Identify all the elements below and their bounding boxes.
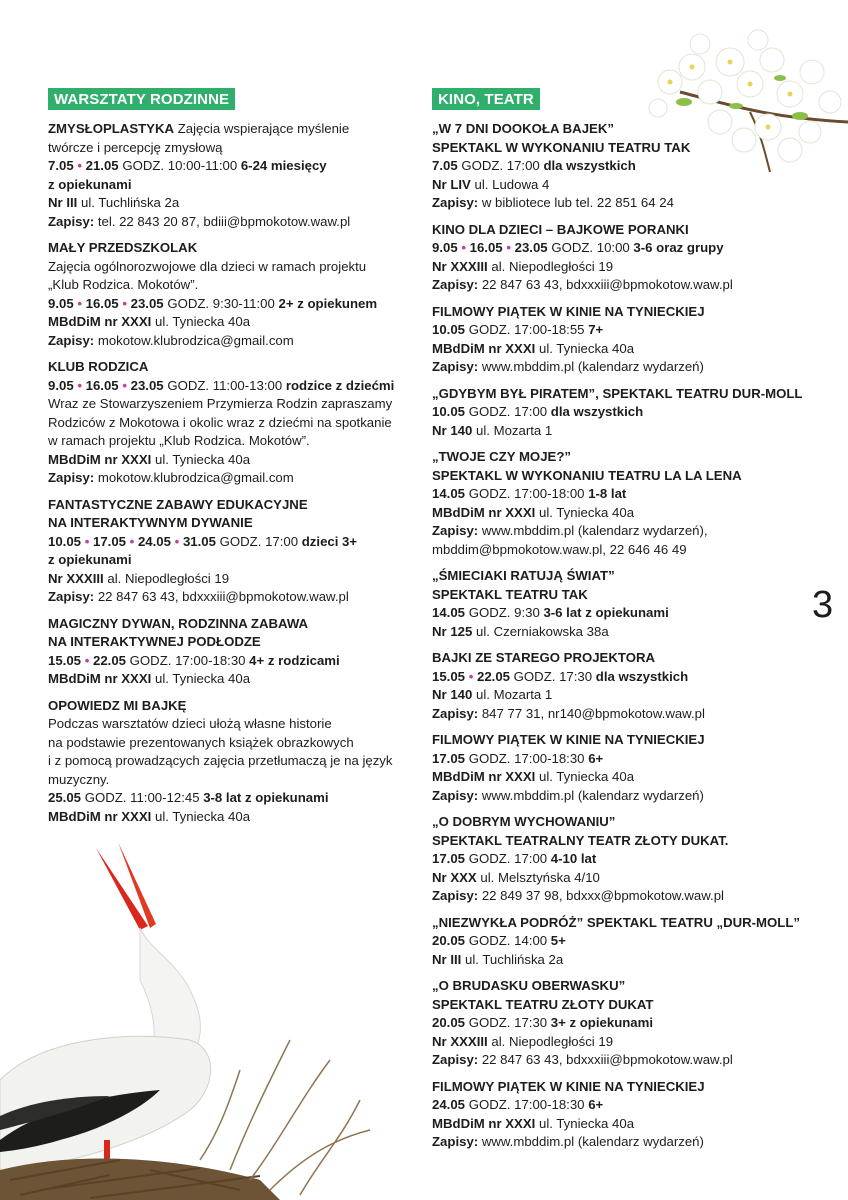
- zapisy-label: Zapisy:: [432, 1134, 479, 1149]
- event-age: z opiekunami: [48, 176, 132, 192]
- event-age: 7+: [588, 322, 604, 337]
- event-date: 24.05: [137, 533, 171, 549]
- event-filmowy-piatek-2: [432, 731, 812, 805]
- event-date: 17.05: [432, 851, 466, 866]
- event-time: GODZ. 11:00-12:45: [84, 790, 200, 805]
- event-place: Nr XXX: [432, 869, 477, 885]
- event-title: KLUB RODZICA: [48, 359, 149, 374]
- right-column: [432, 88, 812, 1160]
- event-magiczny-dywan: MAGICZNY DYWAN, RODZINNA ZABAWA NA INTERAKTYWNEJ PODŁODZE 15.05 • 22.05 GODZ. 17:00-18:30 4+ z rodzicami MBdDiM nr XXXI ul. Tyniecka 40a: [48, 615, 398, 689]
- event-date: 23.05: [514, 240, 548, 255]
- event-title: SPEKTAKL W WYKONANIU TEATRU LA LA LENA: [432, 467, 742, 483]
- event-title: MAŁY PRZEDSZKOLAK: [48, 240, 198, 255]
- event-title: BAJKI ZE STAREGO PROJEKTORA: [432, 650, 655, 665]
- event-address: ul. Tyniecka 40a: [154, 671, 251, 686]
- event-age: 4+ z rodzicami: [249, 652, 340, 668]
- event-date: 23.05: [130, 295, 164, 311]
- event-date: 20.05: [432, 933, 466, 948]
- event-date: 14.05: [432, 605, 466, 620]
- event-smieciaki: [432, 567, 812, 641]
- event-place: MBdDiM nr XXXI: [48, 451, 152, 467]
- event-address: ul. Ludowa 4: [474, 176, 550, 192]
- event-time: GODZ. 17:30: [513, 668, 593, 684]
- event-address: al. Niepodległości 19: [107, 570, 230, 586]
- event-time: GODZ. 11:00-13:00: [167, 377, 283, 393]
- event-fantastyczne-zabawy: FANTASTYCZNE ZABAWY EDUKACYJNE NA INTERAKTYWNYM DYWANIE 10.05 • 17.05 • 24.05 • 31.05 GODZ. 17:00 dzieci 3+ z opiekunami Nr XXXIII al. Niepodległości 19 Zapisy: 22 847 63 43, bdxxxiii@bpmokotow.waw.pl: [48, 496, 398, 607]
- zapisy-contact: 847 77 31, nr140@bpmokotow.waw.pl: [481, 705, 705, 721]
- zapisy-contact: www.mbddim.pl (kalendarz wydarzeń): [481, 787, 704, 803]
- event-date: 7.05: [432, 158, 458, 173]
- event-place: Nr 140: [432, 687, 473, 702]
- page-number: 3: [812, 584, 834, 626]
- event-title: FANTASTYCZNE ZABAWY EDUKACYJNE: [48, 496, 308, 512]
- event-title: „ŚMIECIAKI RATUJĄ ŚWIAT”: [432, 568, 615, 583]
- event-address: al. Niepodległości 19: [491, 258, 614, 274]
- event-time: GODZ. 17:00: [468, 404, 548, 419]
- event-date: 16.05: [85, 377, 119, 393]
- event-opowiedz-mi-bajke: [48, 697, 398, 827]
- event-desc: „Klub Rodzica. Mokotów”.: [48, 277, 199, 292]
- event-desc: Zajęcia wspierające myślenie: [177, 121, 350, 136]
- event-desc: na podstawie prezentowanych książek obrazkowych: [48, 734, 354, 750]
- event-title: FILMOWY PIĄTEK W KINIE NA TYNIECKIEJ: [432, 732, 705, 747]
- zapisy-label: Zapisy:: [48, 332, 95, 348]
- event-title: OPOWIEDZ MI BAJKĘ: [48, 697, 187, 713]
- zapisy-label: Zapisy:: [48, 589, 95, 604]
- event-title: „O DOBRYM WYCHOWANIU”: [432, 814, 616, 829]
- event-age: 3-6 oraz grupy: [633, 240, 724, 255]
- event-time: GODZ. 14:00: [468, 933, 548, 948]
- event-address: al. Niepodległości 19: [491, 1033, 614, 1049]
- event-time: GODZ. 17:00: [468, 851, 548, 866]
- event-place: MBdDiM nr XXXI: [432, 769, 536, 784]
- event-desc: twórcze i percepcję zmysłową: [48, 139, 223, 155]
- event-address: ul. Tyniecka 40a: [538, 1115, 635, 1131]
- event-time: GODZ. 10:00: [551, 240, 630, 255]
- event-age: 5+: [550, 933, 566, 948]
- event-w-7-dni: [432, 120, 812, 213]
- zapisy-contact: mbddim@bpmokotow.waw.pl, 22 646 46 49: [432, 541, 687, 557]
- event-time: GODZ. 9:30: [468, 605, 540, 620]
- event-niezwykla-podroz: [432, 914, 812, 970]
- event-desc: Podczas warsztatów dzieci ułożą własne historie: [48, 716, 332, 731]
- event-title: MAGICZNY DYWAN, RODZINNA ZABAWA: [48, 615, 309, 631]
- event-date: 9.05: [48, 295, 74, 311]
- zapisy-contact: tel. 22 843 20 87, bdiii@bpmokotow.waw.pl: [97, 213, 351, 229]
- event-title: „GDYBYM BYŁ PIRATEM”, SPEKTAKL TEATRU DUR-MOLL: [432, 385, 803, 401]
- event-title: „TWOJE CZY MOJE?”: [432, 449, 571, 464]
- event-desc: muzyczny.: [48, 771, 110, 787]
- event-place: Nr XXXIII: [48, 570, 104, 586]
- event-age: 6-24 miesięcy: [240, 158, 327, 173]
- event-title: SPEKTAKL W WYKONANIU TEATRU TAK: [432, 139, 691, 155]
- event-desc: Zajęcia ogólnorozwojowe dla dzieci w ramach projektu: [48, 258, 367, 274]
- event-date: 9.05: [48, 377, 74, 393]
- event-address: ul. Tyniecka 40a: [538, 340, 635, 356]
- event-title: SPEKTAKL TEATRALNY TEATR ZŁOTY DUKAT.: [432, 832, 729, 848]
- event-date: 22.05: [476, 668, 510, 684]
- event-date: 24.05: [432, 1097, 466, 1112]
- zapisy-contact: 22 847 63 43, bdxxxiii@bpmokotow.waw.pl: [481, 277, 733, 292]
- event-age: 3-6 lat z opiekunami: [543, 605, 669, 620]
- event-time: GODZ. 9:30-11:00: [167, 295, 275, 311]
- event-date: 10.05: [432, 322, 466, 337]
- event-age: 6+: [588, 1097, 604, 1112]
- event-age: dzieci 3+: [301, 533, 358, 549]
- event-date: 16.05: [469, 240, 503, 255]
- event-time: GODZ. 17:00-18:30: [468, 750, 585, 766]
- event-filmowy-piatek-1: [432, 303, 812, 377]
- section-header-warsztaty: WARSZTATY RODZINNE: [48, 88, 235, 110]
- event-date: 31.05: [182, 533, 216, 549]
- zapisy-label: Zapisy:: [432, 195, 479, 210]
- event-maly-przedszkolak: MAŁY PRZEDSZKOLAK Zajęcia ogólnorozwojowe dla dzieci w ramach projektu „Klub Rodzica. Mokotów”. 9.05 • 16.05 • 23.05 GODZ. 9:30-11:00 2+ z opiekunem MBdDiM nr XXXI ul. Tyniecka 40a Zapisy: mokotow.klubrodzica@gmail.com: [48, 239, 398, 350]
- event-address: ul. Tuchlińska 2a: [80, 195, 180, 210]
- left-column: [48, 88, 398, 834]
- event-title: NA INTERAKTYWNEJ PODŁODZE: [48, 634, 261, 649]
- event-address: ul. Tyniecka 40a: [154, 808, 251, 824]
- event-age: 2+ z opiekunem: [278, 295, 378, 311]
- event-place: MBdDiM nr XXXI: [48, 314, 152, 329]
- event-desc: Wraz ze Stowarzyszeniem Przymierza Rodzin zapraszamy: [48, 396, 393, 411]
- event-date: 22.05: [92, 652, 126, 668]
- event-place: Nr 140: [432, 422, 473, 438]
- event-title: SPEKTAKL TEATRU ZŁOTY DUKAT: [432, 996, 654, 1012]
- event-place: Nr LIV: [432, 176, 471, 192]
- event-title: FILMOWY PIĄTEK W KINIE NA TYNIECKIEJ: [432, 303, 705, 319]
- event-place: Nr XXXIII: [432, 1033, 488, 1049]
- event-title: NA INTERAKTYWNYM DYWANIE: [48, 515, 253, 530]
- event-desc: i z pomocą prowadzących zajęcia przetłumaczą je na język: [48, 753, 393, 768]
- event-place: MBdDiM nr XXXI: [432, 1115, 536, 1131]
- event-title: „O BRUDASKU OBERWASKU”: [432, 978, 626, 993]
- section-header-kino-teatr: KINO, TEATR: [432, 88, 540, 110]
- zapisy-label: Zapisy:: [432, 787, 479, 803]
- zapisy-contact: mokotow.klubrodzica@gmail.com: [97, 332, 294, 348]
- event-title: KINO DLA DZIECI – BAJKOWE PORANKI: [432, 221, 689, 237]
- event-place: MBdDiM nr XXXI: [432, 504, 536, 520]
- event-gdybym-byl-piratem: [432, 385, 812, 441]
- event-date: 16.05: [85, 295, 119, 311]
- event-age: 3+ z opiekunami: [550, 1015, 654, 1030]
- event-o-brudasku: [432, 977, 812, 1070]
- zapisy-contact: mokotow.klubrodzica@gmail.com: [97, 470, 294, 485]
- event-date: 15.05: [48, 652, 82, 668]
- event-date: 17.05: [432, 750, 466, 766]
- event-address: ul. Melsztyńska 4/10: [480, 869, 600, 885]
- zapisy-label: Zapisy:: [432, 523, 479, 538]
- event-title: FILMOWY PIĄTEK W KINIE NA TYNIECKIEJ: [432, 1078, 705, 1094]
- event-date: 10.05: [432, 404, 466, 419]
- event-date: 21.05: [85, 158, 119, 173]
- event-title: „W 7 DNI DOOKOŁA BAJEK”: [432, 121, 614, 136]
- event-twoje-czy-moje: [432, 448, 812, 559]
- event-address: ul. Mozarta 1: [476, 687, 553, 702]
- zapisy-label: Zapisy:: [432, 1052, 479, 1067]
- zapisy-contact: www.mbddim.pl (kalendarz wydarzeń),: [481, 523, 708, 538]
- event-place: MBdDiM nr XXXI: [48, 808, 152, 824]
- event-time: GODZ. 17:00-18:55: [468, 322, 585, 337]
- event-age: dla wszystkich: [550, 404, 644, 419]
- zapisy-label: Zapisy:: [48, 213, 95, 229]
- zapisy-contact: www.mbddim.pl (kalendarz wydarzeń): [481, 1134, 704, 1149]
- event-address: ul. Mozarta 1: [476, 422, 553, 438]
- event-address: ul. Tuchlińska 2a: [464, 951, 564, 967]
- event-date: 14.05: [432, 486, 466, 501]
- event-address: ul. Tyniecka 40a: [154, 451, 251, 467]
- zapisy-label: Zapisy:: [48, 470, 95, 485]
- event-place: Nr XXXIII: [432, 258, 488, 274]
- event-age: 3-8 lat z opiekunami: [203, 790, 329, 805]
- event-time: GODZ. 17:00-18:30: [468, 1097, 585, 1112]
- event-date: 7.05: [48, 158, 74, 173]
- event-time: GODZ. 17:30: [468, 1015, 548, 1030]
- event-date: 15.05: [432, 668, 466, 684]
- zapisy-contact: 22 847 63 43, bdxxxiii@bpmokotow.waw.pl: [481, 1052, 733, 1067]
- event-age: z opiekunami: [48, 552, 132, 567]
- event-time: GODZ. 17:00-18:00: [468, 486, 585, 501]
- event-date: 20.05: [432, 1015, 466, 1030]
- event-desc: Rodziców z Mokotowa i okolic wraz z dziećmi na spotkanie: [48, 414, 392, 430]
- event-place: Nr 125: [432, 623, 473, 639]
- event-place: MBdDiM nr XXXI: [48, 671, 152, 686]
- event-time: GODZ. 10:00-11:00: [122, 158, 238, 173]
- event-time: GODZ. 17:00-18:30: [129, 652, 246, 668]
- event-time: GODZ. 17:00: [461, 158, 540, 173]
- event-zmyslplastyka: ZMYSŁOPLASTYKA Zajęcia wspierające myślenie twórcze i percepcję zmysłową 7.05 • 21.05 GODZ. 10:00-11:00 6-24 miesięcy z opiekunami Nr III ul. Tuchlińska 2a Zapisy: tel. 22 843 20 87, bdiii@bpmokotow.waw.pl: [48, 120, 398, 231]
- event-date: 10.05: [48, 533, 82, 549]
- event-o-dobrym-wychowaniu: [432, 813, 812, 906]
- event-bajki-ze-starego-projektora: BAJKI ZE STAREGO PROJEKTORA 15.05 • 22.05 GODZ. 17:30 dla wszystkich Nr 140 ul. Mozarta 1 Zapisy: 847 77 31, nr140@bpmokotow.waw.pl: [432, 649, 812, 723]
- zapisy-contact: 22 847 63 43, bdxxxiii@bpmokotow.waw.pl: [97, 589, 349, 604]
- zapisy-label: Zapisy:: [432, 277, 479, 292]
- event-age: 6+: [588, 750, 604, 766]
- zapisy-contact: www.mbddim.pl (kalendarz wydarzeń): [481, 359, 704, 374]
- event-age: 4-10 lat: [550, 851, 597, 866]
- event-age: dla wszystkich: [543, 158, 636, 173]
- zapisy-contact: 22 849 37 98, bdxxx@bpmokotow.waw.pl: [481, 888, 724, 903]
- zapisy-contact: w bibliotece lub tel. 22 851 64 24: [481, 195, 674, 210]
- event-time: GODZ. 17:00: [219, 533, 299, 549]
- zapisy-label: Zapisy:: [432, 888, 479, 903]
- event-place: MBdDiM nr XXXI: [432, 340, 536, 356]
- event-date: 23.05: [130, 377, 164, 393]
- event-desc: w ramach projektu „Klub Rodzica. Mokotów”.: [48, 433, 310, 448]
- event-address: ul. Czerniakowska 38a: [476, 623, 609, 639]
- event-filmowy-piatek-3: [432, 1078, 812, 1152]
- event-age: 1-8 lat: [588, 486, 627, 501]
- zapisy-label: Zapisy:: [432, 359, 479, 374]
- event-age: dla wszystkich: [595, 668, 689, 684]
- event-klub-rodzica: KLUB RODZICA 9.05 • 16.05 • 23.05 GODZ. 11:00-13:00 rodzice z dziećmi Wraz ze Stowarzyszeniem Przymierza Rodzin zapraszamy Rodziców z Mokotowa i okolic wraz z dziećmi na spotkanie w ramach projektu „Klub Rodzica. Mokotów”. MBdDiM nr XXXI ul. Tyniecka 40a Zapisy: mokotow.klubrodzica@gmail.com: [48, 358, 398, 488]
- event-kino-dla-dzieci: KINO DLA DZIECI – BAJKOWE PORANKI 9.05 • 16.05 • 23.05 GODZ. 10:00 3-6 oraz grupy Nr XXXIII al. Niepodległości 19 Zapisy: 22 847 63 43, bdxxxiii@bpmokotow.waw.pl: [432, 221, 812, 295]
- event-age: rodzice z dziećmi: [285, 377, 395, 393]
- event-address: ul. Tyniecka 40a: [154, 314, 251, 329]
- event-place: Nr III: [432, 951, 462, 967]
- stork-decoration: [0, 840, 400, 1200]
- event-place: Nr III: [48, 195, 78, 210]
- event-title: SPEKTAKL TEATRU TAK: [432, 586, 588, 602]
- zapisy-label: Zapisy:: [432, 705, 479, 721]
- event-address: ul. Tyniecka 40a: [538, 504, 635, 520]
- event-title: „NIEZWYKŁA PODRÓŻ” SPEKTAKL TEATRU „DUR-MOLL”: [432, 914, 801, 930]
- event-title: ZMYSŁOPLASTYKA: [48, 121, 175, 136]
- event-date: 17.05: [92, 533, 126, 549]
- event-date: 9.05: [432, 240, 458, 255]
- event-address: ul. Tyniecka 40a: [538, 769, 635, 784]
- event-date: 25.05: [48, 790, 82, 805]
